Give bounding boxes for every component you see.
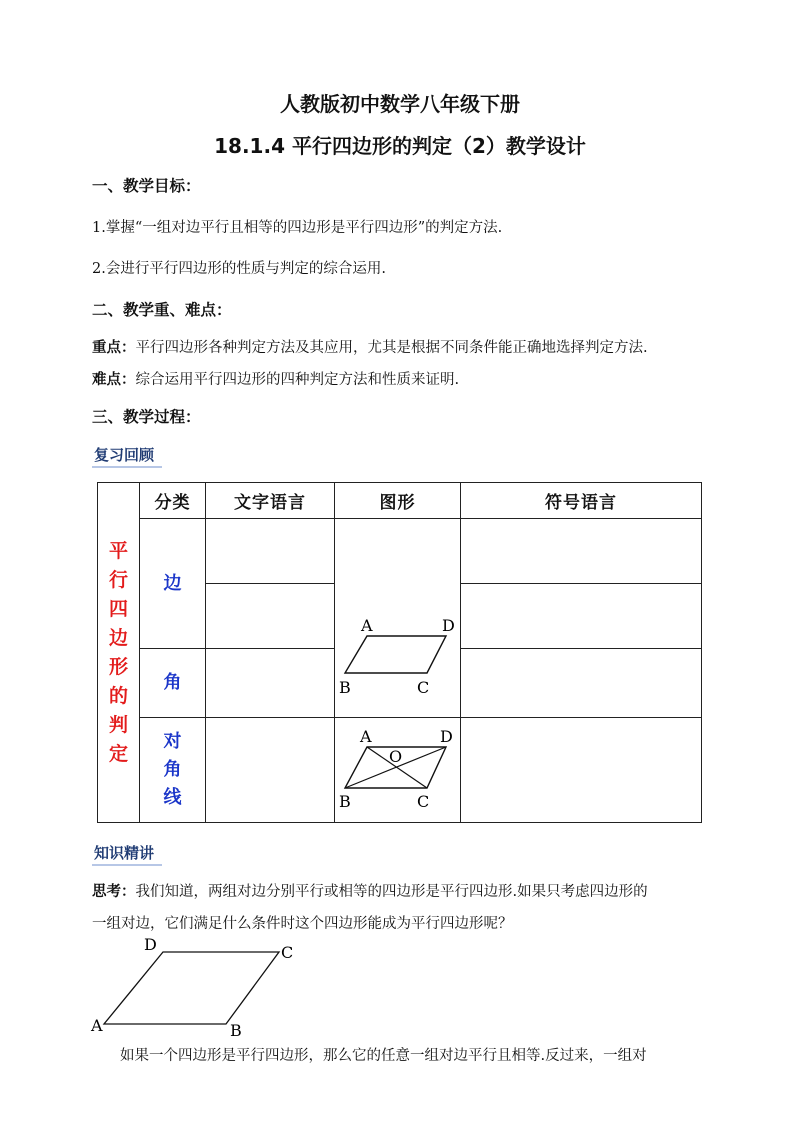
table-header-figure: 图形 xyxy=(335,483,461,519)
table-cell xyxy=(461,519,702,584)
objective-item-2: 2.会进行平行四边形的性质与判定的综合运用. xyxy=(92,261,386,277)
knowledge-tag: 知识精讲 xyxy=(94,844,155,862)
parallelogram-figure xyxy=(335,551,461,697)
fig1-label-a: A xyxy=(361,616,373,635)
fig2-label-b: B xyxy=(339,792,351,811)
review-tag: 复习回顾 xyxy=(94,446,155,464)
table-cell xyxy=(461,584,702,649)
think-text-1: 我们知道，两组对边分别平行或相等的四边形是平行四边形.如果只考虑四边形的 xyxy=(135,884,648,900)
fig3-label-b: B xyxy=(230,1021,242,1040)
knowledge-tag-underline xyxy=(92,864,162,866)
fig1-label-d: D xyxy=(442,616,455,635)
section-heading-objectives: 一、教学目标： xyxy=(92,177,201,195)
category-diagonal: 对 角 线 xyxy=(140,718,206,823)
think-line-2: 一组对边，它们满足什么条件时这个四边形能成为平行四边形呢？ xyxy=(92,916,513,932)
table-header-category: 分类 xyxy=(140,483,206,519)
fig3-label-a: A xyxy=(91,1016,103,1035)
table-cell xyxy=(461,649,702,718)
category-side: 边 xyxy=(140,519,206,649)
table-cell xyxy=(461,718,702,823)
review-tag-underline xyxy=(92,466,162,468)
fig3-label-c: C xyxy=(281,943,294,962)
table-cell xyxy=(206,718,335,823)
table-cell xyxy=(206,519,335,584)
difficult-point-line xyxy=(92,368,459,389)
last-paragraph-line: 如果一个四边形是平行四边形，那么它的任意一组对边平行且相等.反过来，一组对 xyxy=(120,1048,647,1064)
key-point-label: 重点： xyxy=(92,340,136,356)
think-label: 思考： xyxy=(92,884,136,900)
section-heading-process: 三、教学过程： xyxy=(92,408,201,426)
table-cell xyxy=(206,584,335,649)
table-header-text-language: 文字语言 xyxy=(206,483,335,519)
section-heading-keypoints: 二、教学重、难点： xyxy=(92,301,232,319)
fig1-label-b: B xyxy=(339,678,351,697)
fig2-label-c: C xyxy=(417,792,430,811)
fig2-label-d: D xyxy=(440,727,453,746)
table-cell xyxy=(206,649,335,718)
parallelogram-abcd-figure xyxy=(88,936,308,1040)
figure-cell-parallelogram xyxy=(335,519,461,718)
fig3-label-d: D xyxy=(144,935,157,954)
fig2-label-a: A xyxy=(360,727,372,746)
figure-cell-diagonals xyxy=(335,718,461,823)
objective-item-1: 1.掌握“一组对边平行且相等的四边形是平行四边形”的判定方法. xyxy=(92,220,503,236)
category-angle: 角 xyxy=(140,649,206,718)
parallelogram-diagonals-figure xyxy=(335,718,461,818)
fig2-label-o: O xyxy=(389,747,403,766)
think-line-1 xyxy=(92,880,648,901)
key-point-text: 平行四边形各种判定方法及其应用，尤其是根据不同条件能正确地选择判定方法. xyxy=(135,340,648,356)
difficult-point-label: 难点： xyxy=(92,372,136,388)
table-side-title: 平 行 四 边 形 的 判 定 xyxy=(98,483,140,823)
difficult-point-text: 综合运用平行四边形的四种判定方法和性质来证明. xyxy=(135,372,460,388)
key-point-line xyxy=(92,336,648,357)
table-header-symbol-language: 符号语言 xyxy=(461,483,702,519)
fig1-label-c: C xyxy=(417,678,430,697)
page-title: 人教版初中数学八年级下册 xyxy=(280,92,520,116)
page-subtitle: 18.1.4 平行四边形的判定（2）教学设计 xyxy=(214,134,586,158)
review-table xyxy=(97,482,702,823)
